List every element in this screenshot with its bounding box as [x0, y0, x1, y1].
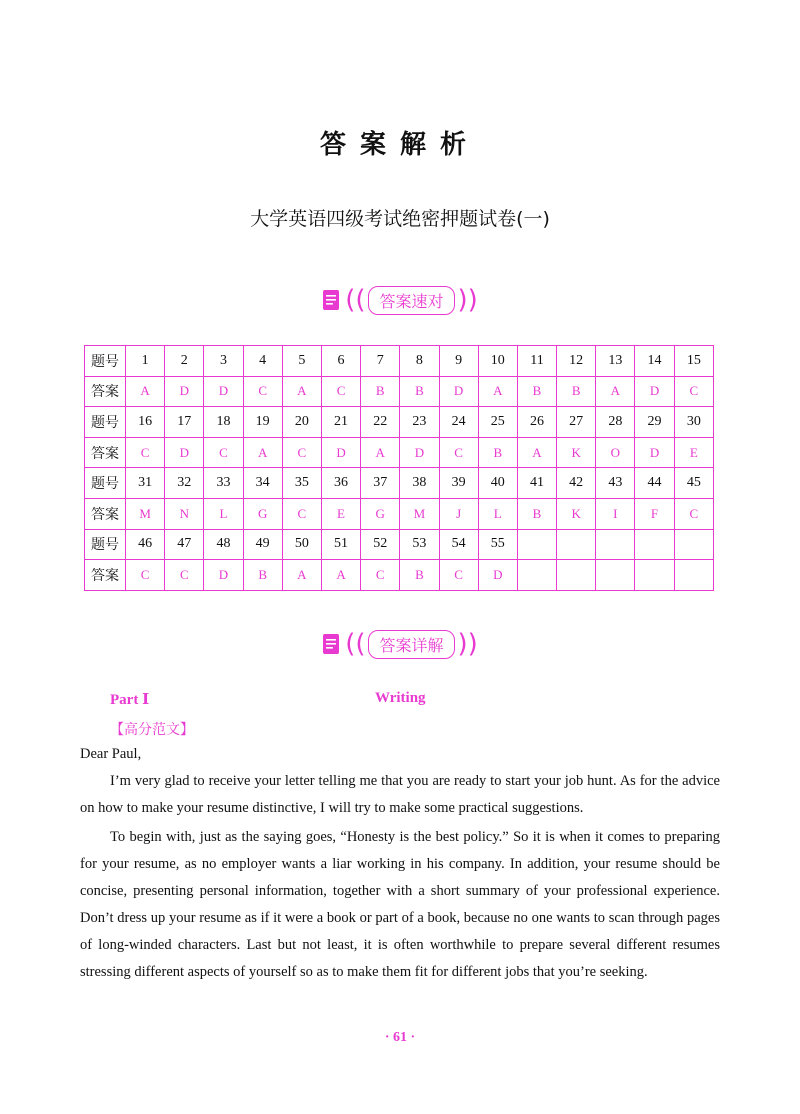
question-number-cell: 14: [635, 346, 674, 377]
answer-cell: C: [282, 498, 321, 529]
model-essay-label: 【高分范文】: [110, 722, 194, 738]
answer-cell: D: [204, 560, 243, 591]
question-number-cell: 15: [674, 346, 713, 377]
answer-cell: G: [361, 498, 400, 529]
question-number-cell: 35: [282, 468, 321, 499]
question-number-cell: 22: [361, 407, 400, 438]
question-number-cell: 48: [204, 529, 243, 560]
question-number-cell: [635, 529, 674, 560]
answer-cell: B: [517, 498, 556, 529]
answer-cell: B: [361, 376, 400, 407]
question-number-cell: 29: [635, 407, 674, 438]
question-number-cell: 30: [674, 407, 713, 438]
answer-cell: [674, 560, 713, 591]
answer-cell: G: [243, 498, 282, 529]
answer-label-cell: 答案: [85, 498, 126, 529]
question-number-cell: [517, 529, 556, 560]
answer-cell: A: [282, 560, 321, 591]
letter-paragraph-2: To begin with, just as the saying goes, “Honesty is the best policy.” So it is when it comes to preparing for your resume, as no employer wants a liar working in his company. In addition, your resume should be concise, presenting personal information, together with a short summary of your professional experience. Don’t dress up your resume as if it were a book or part of a book, because no one wants to scan through pages of long-winded characters. Last but not least, it is often worthwhile to prepare several different resumes stressing different aspects of yourself so as to make them fit for different jobs that you’re seeking.: [80, 829, 720, 980]
left-bracket-icon: ((: [345, 285, 366, 315]
question-number-cell: 19: [243, 407, 282, 438]
question-number-cell: 24: [439, 407, 478, 438]
answer-cell: D: [439, 376, 478, 407]
page-number: · 61 ·: [384, 1030, 416, 1045]
question-number-cell: 34: [243, 468, 282, 499]
document-icon: [322, 289, 342, 311]
question-number-cell: 44: [635, 468, 674, 499]
answer-cell: A: [321, 560, 360, 591]
answer-label-cell: 答案: [85, 376, 126, 407]
question-number-cell: 11: [517, 346, 556, 377]
answer-table: [84, 345, 714, 591]
answer-cell: C: [282, 437, 321, 468]
answer-cell: C: [439, 437, 478, 468]
question-number-cell: 18: [204, 407, 243, 438]
question-number-cell: 45: [674, 468, 713, 499]
answer-cell: D: [635, 437, 674, 468]
page-title: 答案解析: [319, 130, 480, 160]
question-number-cell: 32: [165, 468, 204, 499]
answer-cell: D: [635, 376, 674, 407]
question-label-cell: 题号: [85, 468, 126, 499]
right-bracket-icon: )): [457, 285, 478, 315]
question-number-cell: 17: [165, 407, 204, 438]
answer-cell: D: [165, 437, 204, 468]
answer-cell: C: [243, 376, 282, 407]
answer-cell: I: [596, 498, 635, 529]
detailed-banner: [0, 627, 800, 661]
question-number-cell: 42: [557, 468, 596, 499]
exam-subtitle: 大学英语四级考试绝密押题试卷(一): [250, 208, 550, 230]
question-number-cell: 5: [282, 346, 321, 377]
part-label: Part Ⅰ: [110, 692, 150, 708]
question-number-cell: [557, 529, 596, 560]
question-label-cell: 题号: [85, 529, 126, 560]
document-icon: [322, 633, 342, 655]
question-number-cell: 8: [400, 346, 439, 377]
question-label-cell: 题号: [85, 407, 126, 438]
question-number-cell: 49: [243, 529, 282, 560]
question-number-cell: 51: [321, 529, 360, 560]
question-number-cell: 27: [557, 407, 596, 438]
question-number-cell: 2: [165, 346, 204, 377]
answer-cell: D: [400, 437, 439, 468]
answer-cell: E: [674, 437, 713, 468]
answer-row: [85, 498, 714, 529]
answer-cell: D: [165, 376, 204, 407]
question-number-cell: [596, 529, 635, 560]
answer-cell: [596, 560, 635, 591]
answer-cell: B: [557, 376, 596, 407]
question-number-cell: 39: [439, 468, 478, 499]
answer-label-cell: 答案: [85, 437, 126, 468]
question-number-cell: 3: [204, 346, 243, 377]
answer-cell: N: [165, 498, 204, 529]
answer-cell: C: [204, 437, 243, 468]
question-number-cell: 31: [126, 468, 165, 499]
answer-cell: B: [400, 560, 439, 591]
answer-cell: C: [321, 376, 360, 407]
question-number-cell: 41: [517, 468, 556, 499]
answer-cell: C: [674, 498, 713, 529]
answer-cell: F: [635, 498, 674, 529]
answer-cell: B: [517, 376, 556, 407]
answer-cell: M: [126, 498, 165, 529]
question-number-cell: 25: [478, 407, 517, 438]
answer-cell: C: [165, 560, 204, 591]
answer-cell: L: [204, 498, 243, 529]
question-number-cell: 20: [282, 407, 321, 438]
answer-cell: A: [282, 376, 321, 407]
answer-cell: O: [596, 437, 635, 468]
question-number-cell: 53: [400, 529, 439, 560]
answer-cell: M: [400, 498, 439, 529]
answer-cell: D: [321, 437, 360, 468]
question-number-cell: 38: [400, 468, 439, 499]
answer-cell: E: [321, 498, 360, 529]
question-number-cell: 52: [361, 529, 400, 560]
answer-cell: A: [361, 437, 400, 468]
answer-cell: L: [478, 498, 517, 529]
section-heading-quick-check: 答案速对: [368, 286, 454, 315]
answer-cell: C: [439, 560, 478, 591]
answer-cell: B: [243, 560, 282, 591]
question-number-cell: 43: [596, 468, 635, 499]
answer-cell: A: [478, 376, 517, 407]
answer-cell: A: [517, 437, 556, 468]
answer-cell: C: [674, 376, 713, 407]
letter-paragraph-1: I’m very glad to receive your letter telling me that you are ready to start your job hunt. As for the advice on how to make your resume distinctive, I will try to make some practical suggestions.: [80, 773, 720, 816]
answer-cell: D: [478, 560, 517, 591]
answer-cell: [557, 560, 596, 591]
answer-cell: [635, 560, 674, 591]
answer-cell: C: [126, 437, 165, 468]
question-number-cell: 6: [321, 346, 360, 377]
answer-cell: A: [243, 437, 282, 468]
question-number-cell: 9: [439, 346, 478, 377]
answer-cell: J: [439, 498, 478, 529]
question-number-cell: 54: [439, 529, 478, 560]
answer-cell: K: [557, 437, 596, 468]
question-number-row: [85, 529, 714, 560]
question-number-cell: 36: [321, 468, 360, 499]
question-number-cell: 10: [478, 346, 517, 377]
quick-check-banner: [0, 283, 800, 317]
answer-cell: K: [557, 498, 596, 529]
answer-cell: C: [361, 560, 400, 591]
answer-cell: B: [478, 437, 517, 468]
answer-row: [85, 376, 714, 407]
answer-row: [85, 560, 714, 591]
answer-cell: A: [126, 376, 165, 407]
question-number-cell: 13: [596, 346, 635, 377]
question-number-cell: 47: [165, 529, 204, 560]
section-heading-detailed: 答案详解: [368, 630, 454, 659]
question-number-cell: 26: [517, 407, 556, 438]
question-number-cell: 1: [126, 346, 165, 377]
question-number-cell: 16: [126, 407, 165, 438]
question-number-row: [85, 407, 714, 438]
question-label-cell: 题号: [85, 346, 126, 377]
answer-cell: [517, 560, 556, 591]
question-number-cell: 37: [361, 468, 400, 499]
answer-label-cell: 答案: [85, 560, 126, 591]
question-number-cell: 21: [321, 407, 360, 438]
question-number-cell: 12: [557, 346, 596, 377]
question-number-cell: 46: [126, 529, 165, 560]
left-bracket-icon: ((: [345, 629, 366, 659]
letter-greeting: Dear Paul,: [80, 746, 142, 762]
answer-cell: A: [596, 376, 635, 407]
question-number-cell: 23: [400, 407, 439, 438]
question-number-cell: 40: [478, 468, 517, 499]
answer-cell: B: [400, 376, 439, 407]
question-number-cell: [674, 529, 713, 560]
right-bracket-icon: )): [457, 629, 478, 659]
answer-row: [85, 437, 714, 468]
part-name: Writing: [375, 690, 426, 706]
question-number-cell: 28: [596, 407, 635, 438]
question-number-cell: 4: [243, 346, 282, 377]
question-number-cell: 33: [204, 468, 243, 499]
answer-cell: D: [204, 376, 243, 407]
question-number-row: [85, 468, 714, 499]
question-number-cell: 55: [478, 529, 517, 560]
answer-cell: C: [126, 560, 165, 591]
question-number-row: [85, 346, 714, 377]
question-number-cell: 50: [282, 529, 321, 560]
question-number-cell: 7: [361, 346, 400, 377]
